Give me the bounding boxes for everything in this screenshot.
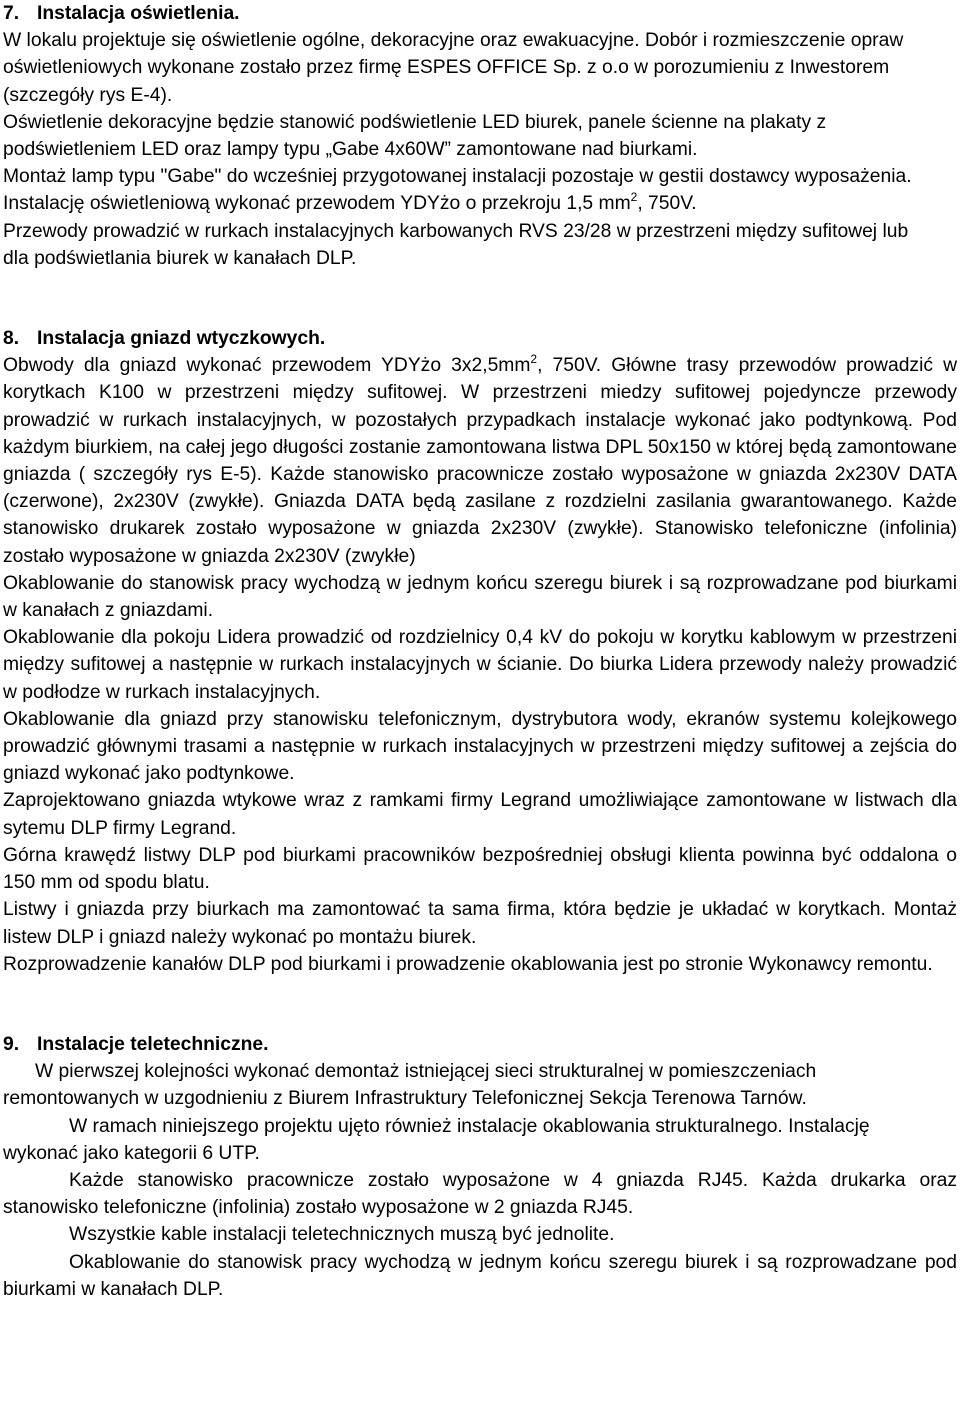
section-8-paragraph-7: Listwy i gniazda przy biurkach ma zamontować ta sama firma, która będzie je układać w korytkach. Montaż listew DLP i gniazd należy wykonać po montażu biurek. (3, 899, 957, 948)
spacer (3, 272, 957, 325)
section-7-title: Instalacja oświetlenia. (37, 3, 240, 24)
section-8-paragraph-2: Okablowanie do stanowisk pracy wychodzą w jednym końcu szeregu biurek i są rozprowadzane pod biurkami w kanałach z gniazdami. (3, 572, 957, 622)
section-8-paragraph-1 (3, 352, 957, 570)
section-8-paragraph-5: Zaprojektowano gniazda wtykowe wraz z ramkami firmy Legrand umożliwiające zamontowane w listwach dla sytemu DLP firmy Legrand. (3, 790, 957, 839)
section-8-title: Instalacja gniazd wtyczkowych. (37, 328, 326, 350)
section-8-paragraph-1-text: Obwody dla gniazd wykonać przewodem YDYżo 3x2,5mm (3, 355, 531, 377)
section-9-paragraph-1: W pierwszej kolejności wykonać demontaż istniejącej sieci strukturalnej w pomieszczeniach remontowanych w uzgodnieniu z Biurem Infrastruktury Telefonicznej Sekcja Terenowa Tarnów. (3, 1061, 817, 1110)
section-7-paragraph-4-tail: , 750V. (637, 193, 697, 215)
section-9-number: 9. (3, 1033, 20, 1055)
section-7-paragraph-3: Montaż lamp typu "Gabe" do wcześniej przygotowanej instalacji pozostaje w gestii dostawcy wyposażenia. (3, 166, 912, 188)
section-7-paragraph-4 (3, 190, 957, 217)
superscript: 2 (530, 352, 538, 367)
section-7-heading (3, 0, 957, 27)
section-7-paragraph-1: W lokalu projektuje się oświetlenie ogólne, dekoracyjne oraz ewakuacyjne. Dobór i rozmieszczenie opraw oświetleniowych wykonane zostało przez firmę ESPES OFFICE Sp. z o.o w porozumieniu z Inwestorem (szczegóły rys E-4). (3, 30, 904, 106)
section-8-paragraph-3: Okablowanie dla pokoju Lidera prowadzić od rozdzielnicy 0,4 kV do pokoju w korytku kablowym w przestrzeni między sufitowej a następnie w rurkach instalacyjnych w ścianie. Do biurka Lidera przewody należy prowadzić w podłodze w rurkach instalacyjnych. (3, 627, 957, 703)
section-9-paragraph-2: W ramach niniejszego projektu ujęto również instalacje okablowania strukturalnego. Instalację wykonać jako kategorii 6 UTP. (3, 1115, 870, 1164)
section-7-paragraph-4-text: Instalację oświetleniową wykonać przewodem YDYżo o przekroju 1,5 mm (3, 193, 631, 215)
section-8-paragraph-1-tail: , 750V. Główne trasy przewodów prowadzić w korytkach K100 w przestrzeni między sufitowej. W przestrzeni miedzy sufitowej pojedyncze przewody prowadzić w rurkach instalacyjnych, w pozostałych przypadkach instalacje wykonać jako podtynkową. Pod każdym biurkiem, na całej jego długości zostanie zamontowana listwa DPL 50x150 w której będą zamontowane gniazda ( szczegóły rys E-5). Każde stanowisko pracownicze zostało wyposażone w gniazda 2x230V DATA (czerwone), 2x230V (zwykłe). Gniazda DATA będą zasilane z rozdzielni zasilania gwarantowanego. Każde stanowisko drukarek zostało wyposażone w gniazda 2x230V (zwykłe). Stanowisko telefoniczne (infolinia) zostało wyposażone w gniazda 2x230V (zwykłe) (3, 355, 957, 567)
section-8-heading (3, 325, 957, 352)
section-7-paragraph-2: Oświetlenie dekoracyjne będzie stanowić podświetlenie LED biurek, panele ścienne na plakaty z podświetleniem LED oraz lampy typu „Gabe 4x60W” zamontowane nad biurkami. (3, 111, 827, 161)
section-9-paragraph-4: Wszystkie kable instalacji teletechnicznych muszą być jednolite. (69, 1224, 615, 1246)
section-9-paragraph-3: Każde stanowisko pracownicze zostało wyposażone w 4 gniazda RJ45. Każda drukarka oraz stanowisko telefoniczne (infolinia) zostało wyposażone w 2 gniazda RJ45. (3, 1169, 957, 1219)
section-7 (3, 0, 957, 272)
section-9-paragraph-5: Okablowanie do stanowisk pracy wychodzą w jednym końcu szeregu biurek i są rozprowadzane pod biurkami w kanałach DLP. (3, 1251, 957, 1300)
section-8 (3, 325, 957, 978)
spacer (3, 978, 957, 1031)
section-8-number: 8. (3, 328, 20, 350)
section-8-paragraph-8: Rozprowadzenie kanałów DLP pod biurkami i prowadzenie okablowania jest po stronie Wykonawcy remontu. (3, 953, 933, 975)
superscript: 2 (630, 190, 638, 205)
section-8-paragraph-6: Górna krawędź listwy DLP pod biurkami pracowników bezpośredniej obsługi klienta powinna być oddalona o 150 mm od spodu blatu. (3, 844, 957, 894)
section-9 (3, 1031, 957, 1303)
section-7-paragraph-5: Przewody prowadzić w rurkach instalacyjnych karbowanych RVS 23/28 w przestrzeni między sufitowej lub dla podświetlania biurek w kanałach DLP. (3, 220, 909, 269)
section-7-number: 7. (3, 3, 20, 24)
section-8-paragraph-4: Okablowanie dla gniazd przy stanowisku telefonicznym, dystrybutora wody, ekranów systemu kolejkowego prowadzić głównymi trasami a następnie w rurkach instalacyjnych w przestrzeni między sufitowej a zejścia do gniazd wykonać jako podtynkowe. (3, 708, 957, 785)
section-9-heading (3, 1031, 957, 1058)
section-9-title: Instalacje teletechniczne. (37, 1033, 269, 1055)
